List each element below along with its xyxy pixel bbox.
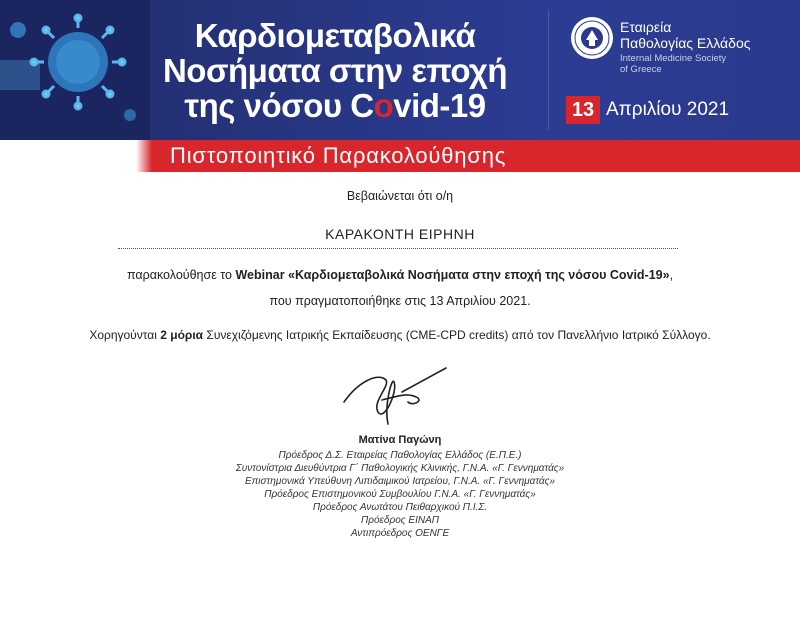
credits-points: 2 μόρια xyxy=(160,328,204,342)
certificate-label: Πιστοποιητικό Παρακολούθησης xyxy=(170,143,507,168)
title-line-3 xyxy=(150,88,520,123)
society-name-greek-1: Εταιρεία xyxy=(620,19,672,35)
signer-roles xyxy=(0,449,800,540)
signer-name: Ματίνα Παγώνη xyxy=(358,434,442,446)
signer-role: Πρόεδρος Επιστημονικού Συμβουλίου Γ.Ν.Α. «Γ. Γεννηματάς» xyxy=(264,489,536,500)
virus-illustration-icon xyxy=(0,0,150,140)
society-logo xyxy=(570,16,790,76)
society-name-english-1: Internal Medicine Society xyxy=(620,53,727,64)
society-seal-icon xyxy=(570,16,614,60)
society-name-english-2: of Greece xyxy=(620,64,662,75)
title-line-3-o: o xyxy=(373,87,394,124)
society-name-greek-2: Παθολογίας Ελλάδος xyxy=(620,35,751,51)
signature-icon xyxy=(338,362,448,432)
certificate-label-bar xyxy=(0,140,800,172)
header-banner xyxy=(0,0,800,140)
title-line-3-post: vid-19 xyxy=(393,87,486,124)
signer-role: Πρόεδρος Δ.Σ. Εταιρείας Παθολογίας Ελλάδος (Ε.Π.Ε.) xyxy=(278,450,522,461)
credits-pre: Χορηγούνται xyxy=(89,328,161,342)
title-line-1: Καρδιομεταβολικά xyxy=(194,17,476,54)
signer-role: Αντιπρόεδρος ΟΕΝΓΕ xyxy=(350,528,450,539)
webinar-title: Webinar «Καρδιομεταβολικά Νοσήματα στην εποχή της νόσου Covid-19» xyxy=(235,268,670,282)
event-date-text: που πραγματοποιήθηκε στις 13 Απριλίου 2021. xyxy=(269,294,531,308)
title-line-3-pre: της νόσου C xyxy=(184,87,374,124)
society-name-greek xyxy=(620,19,750,51)
signer-role: Συντονίστρια Διευθύντρια Γ΄ Παθολογικής Κλινικής, Γ.Ν.Α. «Γ. Γεννηματάς» xyxy=(235,463,565,474)
signer-role: Πρόεδρος ΕΙΝΑΠ xyxy=(360,515,439,526)
attendance-text xyxy=(0,268,800,282)
event-date-day: 13 xyxy=(566,96,600,124)
event-date-month-year: Απριλίου 2021 xyxy=(606,99,730,120)
recipient-name: ΚΑΡΑΚΟΝΤΗ ΕΙΡΗΝΗ xyxy=(325,226,475,242)
signer-role: Πρόεδρος Ανωτάτου Πειθαρχικού Π.Ι.Σ. xyxy=(312,502,488,513)
society-name-english xyxy=(620,53,726,75)
event-title xyxy=(150,18,520,123)
title-line-2: Νοσήματα στην εποχή xyxy=(162,52,508,89)
attendance-pre: παρακολούθησε το xyxy=(126,268,236,282)
recipient-dotted-line xyxy=(118,248,678,249)
signer-role: Επιστημονικά Υπεύθυνη Λιπιδαιμικού Ιατρείου, Γ.Ν.Α. «Γ. Γεννηματάς» xyxy=(244,476,556,487)
credits-post: Συνεχιζόμενης Ιατρικής Εκπαίδευσης (CME-CPD credits) από τον Πανελλήνιο Ιατρικό Σύλλογο. xyxy=(203,328,711,342)
credits-text xyxy=(0,328,800,342)
intro-text: Βεβαιώνεται ότι ο/η xyxy=(346,189,454,203)
attendance-post: , xyxy=(669,268,674,282)
banner-divider xyxy=(548,10,549,130)
